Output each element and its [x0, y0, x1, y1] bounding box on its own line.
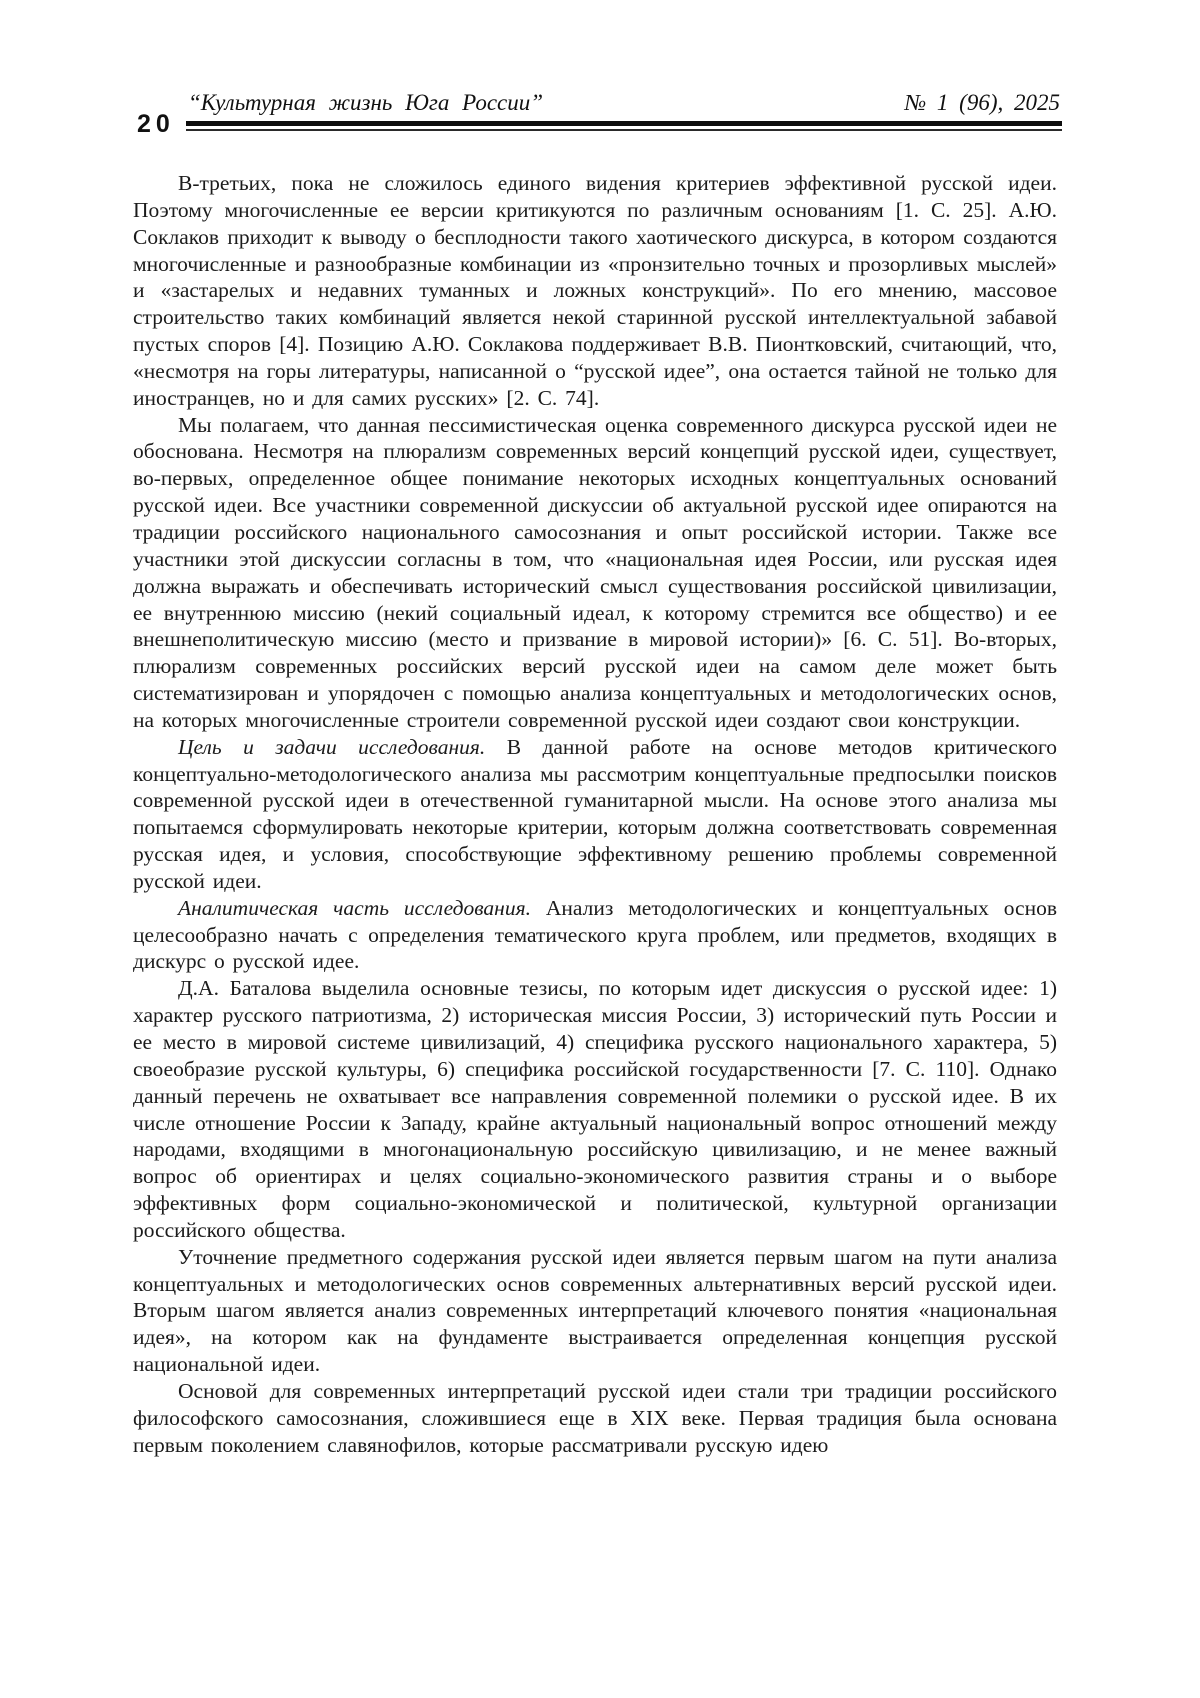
journal-title: “Культурная жизнь Юга России” [188, 90, 544, 115]
issue-info: № 1 (96), 2025 [904, 90, 1060, 115]
article-body [133, 170, 1057, 1459]
paragraph [133, 1244, 1057, 1378]
paragraph-text: Анализ методологических и концептуальных основ целесообразно начать с определения тематического круга проблем, или предметов, входящих в дискурс о русской идее. [133, 895, 1057, 974]
paragraph [133, 1378, 1057, 1459]
paragraph [133, 170, 1057, 412]
paragraph-text: В-третьих, пока не сложилось единого видения критериев эффективной русской идеи. Поэтому многочисленные ее версии критикуются по различным основаниям [1. С. 25]. А.Ю. Соклаков приходит к выводу о бесплодности такого хаотического дискурса, в котором создаются многочисленные и разнообразные комбинации из «пронзительно точных и прозорливых мыслей» и «застарелых и недавних туманных и ложных конструкций». По его мнению, массовое строительство таких комбинаций является некой старинной русской интеллектуальной забавой пустых споров [4]. Позицию А.Ю. Соклакова поддерживает В.В. Пионтковский, считающий, что, «несмотря на горы литературы, написанной о “русской идее”, она остается тайной не только для иностранцев, но и для самих русских» [2. С. 74]. [133, 171, 1057, 410]
paragraph [133, 412, 1057, 734]
paragraph-text: Уточнение предметного содержания русской идеи является первым шагом на пути анализа концептуальных и методологических основ современных альтернативных версий русской идеи. Вторым шагом является анализ современных интерпретаций ключевого понятия «национальная идея», на котором как на фундаменте выстраивается определенная концепция русской национальной идеи. [133, 1244, 1057, 1377]
paragraph-lead: Аналитическая часть исследования. [178, 895, 531, 920]
paragraph [133, 895, 1057, 976]
paragraph [133, 734, 1057, 895]
paragraph-text: В данной работе на основе методов критического концептуально-методологического анализа мы рассмотрим концептуальные предпосылки поисков современной русской идеи в отечественной гуманитарной мысли. На основе этого анализа мы попытаемся сформулировать некоторые критерии, которым должна соответствовать современная русская идея, и условия, способствующие эффективному решению проблемы современной русской идеи. [133, 734, 1058, 893]
paragraph [133, 975, 1057, 1243]
paragraph-text: Д.А. Баталова выделила основные тезисы, по которым идет дискуссия о русской идее: 1) характер русского патриотизма, 2) историческая миссия России, 3) исторический путь России и ее место в мировой системе цивилизаций, 4) специфика русского национального характера, 5) своеобразие русской культуры, 6) специфика российской государственности [7. С. 110]. Однако данный перечень не охватывает все направления современной полемики о русской идее. В их числе отношение России к Западу, крайне актуальный национальный вопрос отношений между народами, входящими в многонациональную российскую цивилизацию, и не менее важный вопрос об ориентирах и целях социально-экономического развития страны и о выборе эффективных форм социально-экономической и политической, культурной организации российского общества. [133, 976, 1057, 1242]
header-row [186, 90, 1062, 121]
paragraph-text: Основой для современных интерпретаций русской идеи стали три традиции российского философского самосознания, сложившиеся еще в XIX веке. Первая традиция была основана первым поколением славянофилов, которые рассматривали русскую идею [133, 1378, 1057, 1457]
header-rule-thin [186, 129, 1062, 131]
header-rule-thick [186, 121, 1062, 126]
paragraph-text: Мы полагаем, что данная пессимистическая оценка современного дискурса русской идеи не обоснована. Несмотря на плюрализм современных версий концепций русской идеи, существует, во-первых, определенное общее понимание некоторых исходных концептуальных оснований русской идеи. Все участники современной дискуссии об актуальной русской идее опираются на традиции российского национального самосознания и опыт российской истории. Также все участники этой дискуссии согласны в том, что «национальная идея России, или русская идея должна выражать и обеспечивать исторический смысл существования российской цивилизации, ее внутреннюю миссию (некий социальный идеал, к которому стремится все общество) и ее внешнеполитическую миссию (место и призвание в мировой истории)» [6. С. 51]. Во-вторых, плюрализм современных российских версий русской идеи на самом деле может быть систематизирован и упорядочен с помощью анализа концептуальных и методологических основ, на которых многочисленные строители современной русской идеи создают свои конструкции. [133, 412, 1057, 732]
paragraph-lead: Цель и задачи исследования. [178, 734, 486, 759]
page-number: 20 [137, 110, 175, 138]
header-band [186, 90, 1062, 131]
